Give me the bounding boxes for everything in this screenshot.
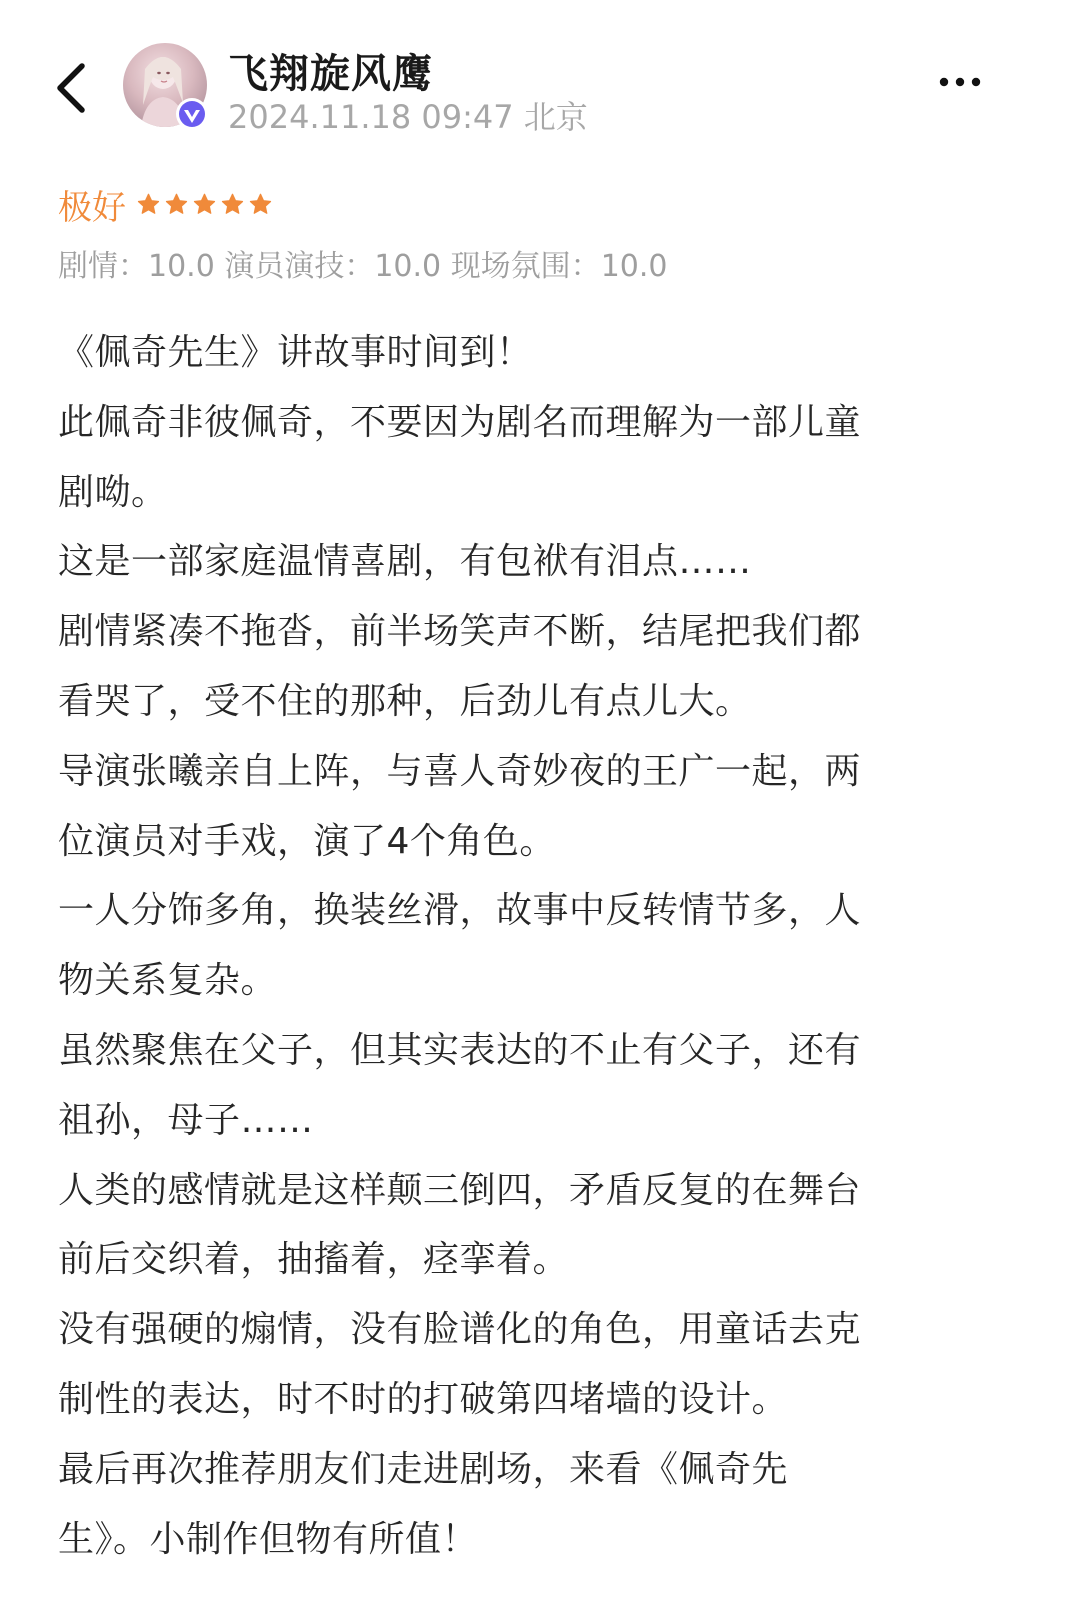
username[interactable]: 飞翔旋风鹰 bbox=[228, 51, 433, 97]
rating-row bbox=[58, 178, 276, 230]
score-label-atmosphere: 现场氛围： bbox=[450, 249, 601, 284]
score-value-plot: 10.0 bbox=[148, 249, 215, 284]
score-label-plot: 剧情： bbox=[58, 249, 148, 284]
rating-stars bbox=[136, 192, 276, 217]
review-line: 位演员对手戏，演了4个角色。 bbox=[58, 820, 556, 862]
score-label-acting: 演员演技： bbox=[224, 249, 375, 284]
star-icon bbox=[164, 192, 189, 217]
star-icon bbox=[220, 192, 245, 217]
review-line: 看哭了，受不住的那种，后劲儿有点儿大。 bbox=[58, 680, 752, 722]
review-line: 这是一部家庭温情喜剧，有包袱有泪点…… bbox=[58, 541, 752, 583]
review-line: 生》。小制作但物有所值！ bbox=[58, 1518, 479, 1560]
review-line: 祖孙，母子…… bbox=[58, 1099, 314, 1141]
score-breakdown bbox=[58, 241, 667, 285]
rating-label: 极好 bbox=[58, 187, 126, 228]
star-icon bbox=[192, 192, 217, 217]
review-line: 虽然聚焦在父子，但其实表达的不止有父子，还有 bbox=[58, 1029, 862, 1071]
chevron-left-icon bbox=[48, 52, 104, 124]
review-line: 剧情紧凑不拖沓，前半场笑声不断，结尾把我们都 bbox=[58, 611, 862, 653]
star-icon bbox=[136, 192, 161, 217]
score-value-atmosphere: 10.0 bbox=[600, 249, 668, 284]
verified-badge-icon bbox=[175, 97, 209, 131]
back-button[interactable] bbox=[48, 52, 104, 124]
more-button[interactable] bbox=[932, 62, 988, 102]
score-value-acting: 10.0 bbox=[374, 249, 442, 284]
review-line: 制性的表达，时不时的打破第四堵墙的设计。 bbox=[58, 1378, 789, 1420]
star-icon bbox=[248, 192, 273, 217]
review-line: 导演张曦亲自上阵，与喜人奇妙夜的王广一起，两 bbox=[58, 750, 862, 792]
review-line: 物关系复杂。 bbox=[58, 960, 278, 1002]
review-line: 此佩奇非彼佩奇，不要因为剧名而理解为一部儿童 bbox=[58, 401, 862, 443]
review-line: 人类的感情就是这样颠三倒四，矛盾反复的在舞台 bbox=[58, 1169, 862, 1211]
review-line: 最后再次推荐朋友们走进剧场，来看《佩奇先 bbox=[58, 1448, 789, 1490]
post-location: 北京 bbox=[523, 98, 588, 136]
avatar-container bbox=[123, 43, 207, 127]
review-header bbox=[0, 0, 1080, 160]
more-dots-icon bbox=[932, 62, 988, 102]
review-text bbox=[58, 318, 978, 1574]
review-line: 剧呦。 bbox=[58, 471, 168, 513]
post-meta bbox=[228, 92, 588, 138]
review-line: 一人分饰多角，换装丝滑，故事中反转情节多，人 bbox=[58, 890, 862, 932]
review-line: 前后交织着，抽搐着，痉挛着。 bbox=[58, 1239, 570, 1281]
review-line: 《佩奇先生》讲故事时间到！ bbox=[58, 332, 533, 373]
post-timestamp: 2024.11.18 09:47 bbox=[228, 98, 514, 136]
review-line: 没有强硬的煽情，没有脸谱化的角色，用童话去克 bbox=[58, 1309, 862, 1351]
